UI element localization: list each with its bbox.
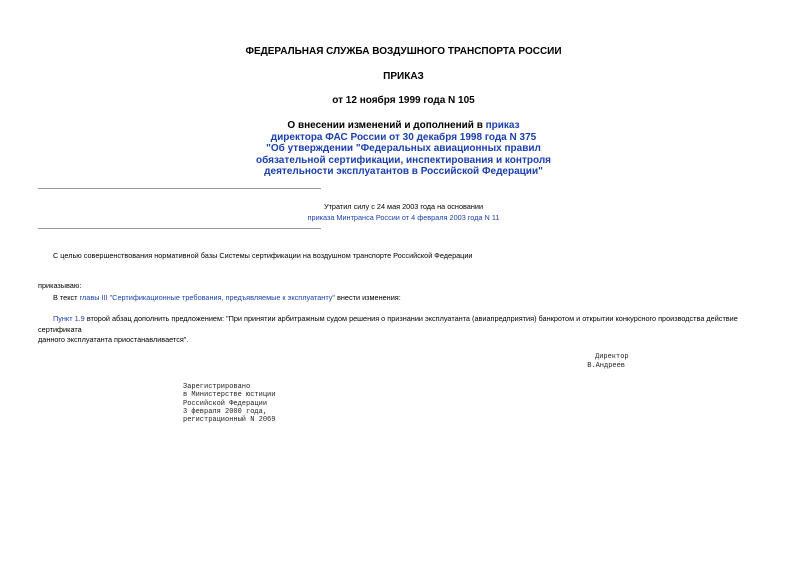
title-line-4[interactable]: обязательной сертификации, инспектирования и контроля (255, 154, 552, 166)
divider-bottom (38, 228, 321, 229)
reg-line-1: Зарегистрировано (183, 383, 251, 391)
signature-name: В.Андреев (587, 362, 625, 370)
amended-order-link[interactable]: приказ (485, 120, 520, 131)
preamble: С целью совершенствования нормативной базы Системы сертификации на воздушном транспорте Российской Федерации (53, 251, 473, 260)
status-line: Утратил силу с 24 мая 2003 года на основании (323, 202, 484, 211)
title-line-5[interactable]: деятельности эксплуатантов в Российской Федерации" (264, 166, 543, 177)
reg-line-4: 3 февраля 2000 года, (183, 407, 268, 416)
p1-after: внести изменения: (335, 293, 401, 302)
p2-line2: данного эксплуатанта приостанавливается". (38, 335, 189, 344)
signature-position: Директор (595, 353, 629, 361)
reg-line-5: регистрационный N 2069 (183, 416, 276, 425)
p1-before: В текст (53, 293, 80, 302)
reg-line-2: в Министерстве юстиции (183, 391, 276, 400)
registration-note (183, 383, 275, 424)
doc-type: ПРИКАЗ (383, 71, 424, 82)
paragraph-2 (38, 314, 773, 346)
repeal-order-link[interactable]: приказа Минтранса России от 4 февраля 2003 года N 11 (307, 213, 500, 222)
doc-date-number: от 12 ноября 1999 года N 105 (332, 95, 475, 106)
divider-top (38, 188, 321, 189)
order-word: приказываю: (38, 281, 82, 290)
title-line-3[interactable]: "Об утверждении "Федеральных авиационных правил (266, 143, 541, 154)
chapter-3-link[interactable]: главы III "Сертификационные требования, предъявляемые к эксплуатанту" (79, 293, 335, 302)
agency-name: ФЕДЕРАЛЬНАЯ СЛУЖБА ВОЗДУШНОГО ТРАНСПОРТА РОССИИ (245, 46, 562, 57)
document-title (0, 120, 807, 178)
title-line-1 (0, 120, 807, 132)
reg-line-3: Российской Федерации (183, 399, 268, 408)
paragraph-1 (53, 293, 401, 302)
status-link-line (0, 213, 807, 222)
title-line-2[interactable]: директора ФАС России от 30 декабря 1998 года N 375 (270, 131, 537, 143)
clause-1-9-link[interactable]: Пункт 1.9 (53, 314, 85, 323)
p2-line1: второй абзац дополнить предложением: "При принятии арбитражным судом решения о признании эксплуатанта (авиапредприятия) банкротом и открытии конкурсного производства действие сертификата (38, 314, 738, 334)
title-prefix: О внесении изменений и дополнений в (287, 120, 486, 131)
